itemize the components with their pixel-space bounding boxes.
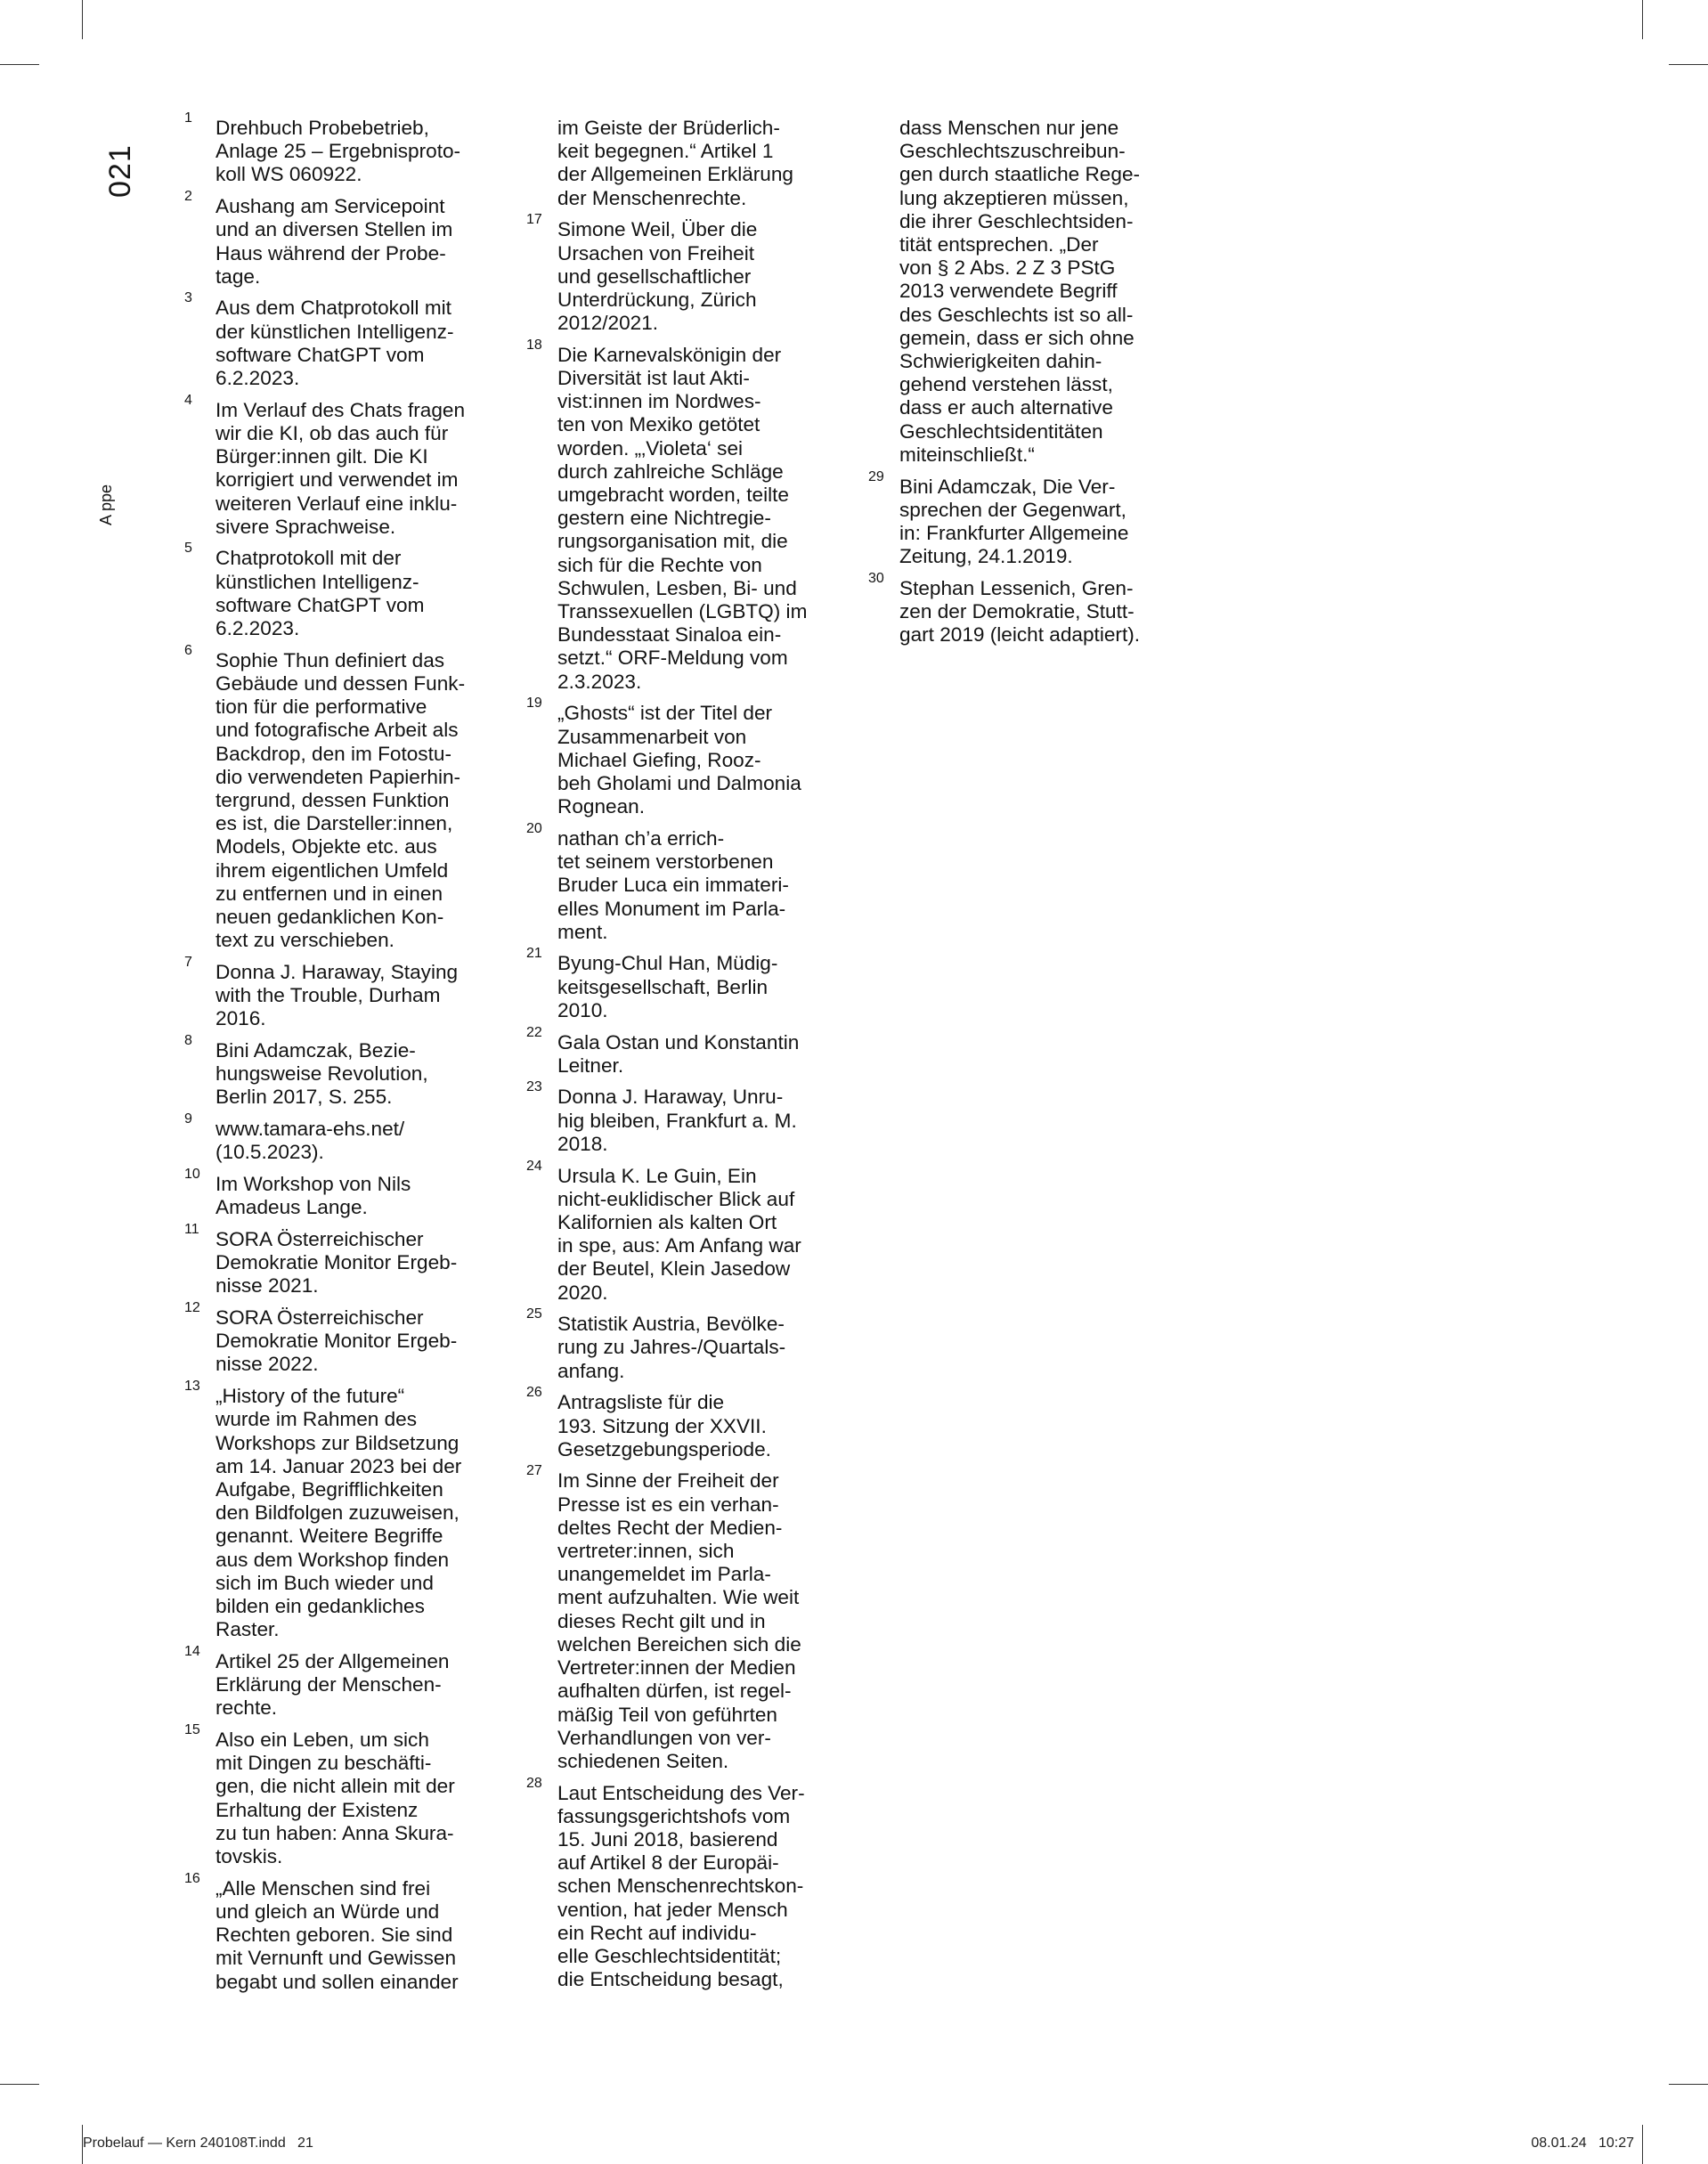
- footnote-continuation: [526, 117, 847, 210]
- footnote-27: [526, 1463, 847, 1773]
- footnote-text: Statistik Austria, Bevölke- rung zu Jahres-/Quartals- anfang.: [557, 1313, 786, 1382]
- footnote-18: [526, 337, 847, 694]
- footnote-23: [526, 1079, 847, 1156]
- footnote-text: Also ein Leben, um sich mit Dingen zu beschäfti- gen, die nicht allein mit der Erhaltung der Existenz zu tun haben: Anna Skura- tovskis.: [216, 1729, 455, 1868]
- footnote-text: Antragsliste für die 193. Sitzung der XXVII. Gesetzgebungsperiode.: [557, 1391, 771, 1460]
- footnote-11: [184, 1221, 505, 1298]
- footnote-26: [526, 1385, 847, 1461]
- crop-mark: [1669, 2084, 1708, 2085]
- footnote-number: 20: [526, 820, 542, 836]
- page-number: 021: [103, 144, 137, 198]
- footnote-number: 12: [184, 1300, 200, 1316]
- footer-timestamp: 08.01.24 10:27: [1531, 2136, 1634, 2151]
- footnote-text: Stephan Lessenich, Gren- zen der Demokratie, Stutt- gart 2019 (leicht adaptiert).: [899, 576, 1141, 647]
- footnote-number: 17: [526, 212, 542, 228]
- footnote-number: 30: [868, 570, 884, 586]
- footnote-number: 8: [184, 1033, 192, 1049]
- footnote-number: 19: [526, 696, 542, 712]
- footnote-number: 2: [184, 189, 192, 205]
- footnote-number: 6: [184, 642, 192, 658]
- footnote-17: [526, 212, 847, 335]
- footnote-16: [184, 1870, 505, 1994]
- footnote-text: Donna J. Haraway, Staying with the Trouble, Durham 2016.: [216, 960, 459, 1030]
- footnote-25: [526, 1306, 847, 1383]
- footnote-number: 28: [526, 1775, 542, 1791]
- footnote-continuation-text: dass Menschen nur jene Geschlechtszuschreibun- gen durch staatliche Rege- lung akzeptieren müssen, die ihrer Geschlechtsiden- tität entsprechen. „Der von § 2 Abs. 2 Z 3 PStG 2013 verwendete Begriff des Geschlechts ist so all- gemein, dass er sich ohne Schwierigkeiten dahin- gehend verstehen lässt, dass er auch alternative Geschlechtsidentitäten miteinschließt.“: [899, 117, 1141, 466]
- footnote-text: Aushang am Servicepoint und an diversen Stellen im Haus während der Probe- tage.: [216, 195, 453, 288]
- footnote-text: Bini Adamczak, Bezie- hungsweise Revolution, Berlin 2017, S. 255.: [216, 1039, 428, 1109]
- footnote-text: SORA Österreichischer Demokratie Monitor Ergeb- nisse 2021.: [216, 1227, 458, 1298]
- footnote-text: Donna J. Haraway, Unru- hig bleiben, Frankfurt a. M. 2018.: [557, 1086, 797, 1155]
- footer-file-info: Probelauf — Kern 240108T.indd 21: [83, 2136, 313, 2151]
- footnote-number: 14: [184, 1643, 200, 1659]
- footnote-number: 9: [184, 1111, 192, 1127]
- footnote-number: 5: [184, 541, 192, 557]
- footnote-number: 11: [184, 1221, 199, 1237]
- footnote-10: [184, 1167, 505, 1219]
- footnote-text: www.tamara-ehs.net/ (10.5.2023).: [216, 1118, 405, 1164]
- footnote-number: 22: [526, 1024, 542, 1040]
- crop-mark: [0, 64, 39, 65]
- footnote-text: „Alle Menschen sind frei und gleich an Würde und Rechten geboren. Sie sind mit Vernunft und Gewissen begabt und sollen einander: [216, 1876, 459, 1993]
- footnote-text: Sophie Thun definiert das Gebäude und dessen Funk- tion für die performative und fotografische Arbeit als Backdrop, den im Fotostu- dio verwendeten Papierhin- tergrund, dessen Funktion es ist, die Darsteller:innen, Models, Objekte etc. aus ihrem eigentlichen Umfeld zu entfernen und in einen neuen gedanklichen Kon- text zu verschieben.: [216, 648, 466, 952]
- footnote-number: 27: [526, 1463, 542, 1479]
- footnotes-column-1: [184, 110, 505, 2002]
- footnote-4: [184, 392, 505, 539]
- footnote-number: 10: [184, 1167, 200, 1183]
- footnote-14: [184, 1643, 505, 1721]
- footnote-30: [868, 570, 1189, 647]
- footnote-text: Im Verlauf des Chats fragen wir die KI, ob das auch für Bürger:innen gilt. Die KI korrigiert und verwendet im weiteren Verlauf eine inklu- sivere Sprachweise.: [216, 398, 466, 538]
- footnote-15: [184, 1722, 505, 1868]
- crop-mark: [1669, 64, 1708, 65]
- footnote-text: nathan ch’a errich- tet seinem verstorbenen Bruder Luca ein immateri- elles Monument im Parla- ment.: [557, 826, 789, 943]
- footnote-9: [184, 1111, 505, 1164]
- footnote-number: 21: [526, 946, 542, 962]
- crop-mark: [82, 0, 83, 39]
- footnote-29: [868, 468, 1189, 569]
- footnote-text: Bini Adamczak, Die Ver- sprechen der Gegenwart, in: Frankfurter Allgemeine Zeitung, 24.1.2019.: [899, 475, 1129, 568]
- footnote-text: Im Sinne der Freiheit der Presse ist es ein verhan- deltes Recht der Medien- vertreter:innen, sich unangemeldet im Parla- ment aufzuhalten. Wie weit dieses Recht gilt und in welchen Bereichen sich die Vertreter:innen der Medien aufhalten dürfen, ist regel- mäßig Teil von geführten Verhandlungen von ver- schiedenen Seiten.: [557, 1469, 801, 1772]
- footnote-number: 29: [868, 468, 884, 484]
- footnote-number: 13: [184, 1379, 200, 1395]
- footnote-text: Gala Ostan und Konstantin Leitner.: [557, 1030, 800, 1077]
- footnote-24: [526, 1158, 847, 1305]
- footnote-text: Aus dem Chatprotokoll mit der künstlichen Intelligenz- software ChatGPT vom 6.2.2023.: [216, 297, 454, 390]
- footnote-text: Chatprotokoll mit der künstlichen Intelligenz- software ChatGPT vom 6.2.2023.: [216, 547, 425, 640]
- footnote-19: [526, 696, 847, 818]
- footnote-7: [184, 954, 505, 1031]
- footnote-number: 4: [184, 392, 192, 408]
- footnote-text: Im Workshop von Nils Amadeus Lange.: [216, 1173, 411, 1219]
- footnote-number: 25: [526, 1306, 542, 1322]
- footnotes-column-3: [868, 117, 1189, 655]
- footnote-1: [184, 110, 505, 187]
- footnote-continuation: [868, 117, 1189, 467]
- footnote-3: [184, 290, 505, 390]
- footnote-continuation-text: im Geiste der Brüderlich- keit begegnen.“ Artikel 1 der Allgemeinen Erklärung der Menschenrechte.: [557, 117, 794, 209]
- footnote-number: 7: [184, 954, 192, 970]
- footnote-number: 24: [526, 1158, 542, 1174]
- footnote-text: Byung-Chul Han, Müdig- keitsgesellschaft, Berlin 2010.: [557, 952, 778, 1021]
- footnote-2: [184, 189, 505, 289]
- footnote-text: SORA Österreichischer Demokratie Monitor Ergeb- nisse 2022.: [216, 1306, 458, 1376]
- footnote-12: [184, 1300, 505, 1377]
- footnote-6: [184, 642, 505, 953]
- footnote-21: [526, 946, 847, 1022]
- footnote-22: [526, 1024, 847, 1078]
- footnote-text: „History of the future“ wurde im Rahmen des Workshops zur Bildsetzung am 14. Januar 2023 bei der Aufgabe, Begrifflichkeiten den Bildfolgen zuzuweisen, genannt. Weitere Begriffe aus dem Workshop finden sich im Buch wieder und bilden ein gedankliches Raster.: [216, 1385, 462, 1641]
- footnote-text: Drehbuch Probebetrieb, Anlage 25 – Ergebnisproto- koll WS 060922.: [216, 117, 461, 186]
- footnote-13: [184, 1379, 505, 1641]
- footnote-text: „Ghosts“ ist der Titel der Zusammenarbeit von Michael Giefing, Rooz- beh Gholami und Dalmonia Rognean.: [557, 702, 801, 818]
- footnote-number: 16: [184, 1870, 200, 1886]
- footnote-number: 18: [526, 337, 542, 353]
- footnote-text: Artikel 25 der Allgemeinen Erklärung der Menschen- rechte.: [216, 1649, 450, 1720]
- footnote-text: Laut Entscheidung des Ver- fassungsgerichtshofs vom 15. Juni 2018, basierend auf Artikel 8 der Europäi- schen Menschenrechtskon- vention, hat jeder Mensch ein Recht auf individu- elle Geschlechtsidentität; die Entscheidung besagt,: [557, 1781, 805, 1991]
- footnote-number: 15: [184, 1722, 200, 1737]
- section-label: A ppe: [97, 484, 115, 525]
- footnote-5: [184, 541, 505, 640]
- footnotes-column-2: [526, 117, 847, 2000]
- footnote-8: [184, 1033, 505, 1110]
- crop-mark: [0, 2084, 39, 2085]
- crop-mark: [1642, 2125, 1643, 2164]
- footnote-20: [526, 820, 847, 944]
- footnote-text: Die Karnevalskönigin der Diversität ist laut Akti- vist:innen im Nordwes- ten von Mexiko getötet worden. „‚Violeta‘ sei durch zahlreiche Schläge umgebracht worden, teilte gestern eine Nichtregie- rungsorganisation mit, die sich für die Rechte von Schwulen, Lesben, Bi- und Transsexuellen (LGBTQ) im Bundesstaat Sinaloa ein- setzt.“ ORF-Meldung vom 2.3.2023.: [557, 343, 808, 693]
- footnote-text: Ursula K. Le Guin, Ein nicht-euklidischer Blick auf Kalifornien als kalten Ort in spe, aus: Am Anfang war der Beutel, Klein Jasedow 2020.: [557, 1164, 801, 1304]
- footnote-number: 1: [184, 110, 192, 126]
- footnote-text: Simone Weil, Über die Ursachen von Freiheit und gesellschaftlicher Unterdrückung, Zürich 2012/2021.: [557, 218, 758, 335]
- footnote-28: [526, 1775, 847, 1992]
- footnote-number: 23: [526, 1079, 542, 1095]
- footnote-number: 26: [526, 1385, 542, 1401]
- crop-mark: [1642, 0, 1643, 39]
- footnote-number: 3: [184, 290, 192, 306]
